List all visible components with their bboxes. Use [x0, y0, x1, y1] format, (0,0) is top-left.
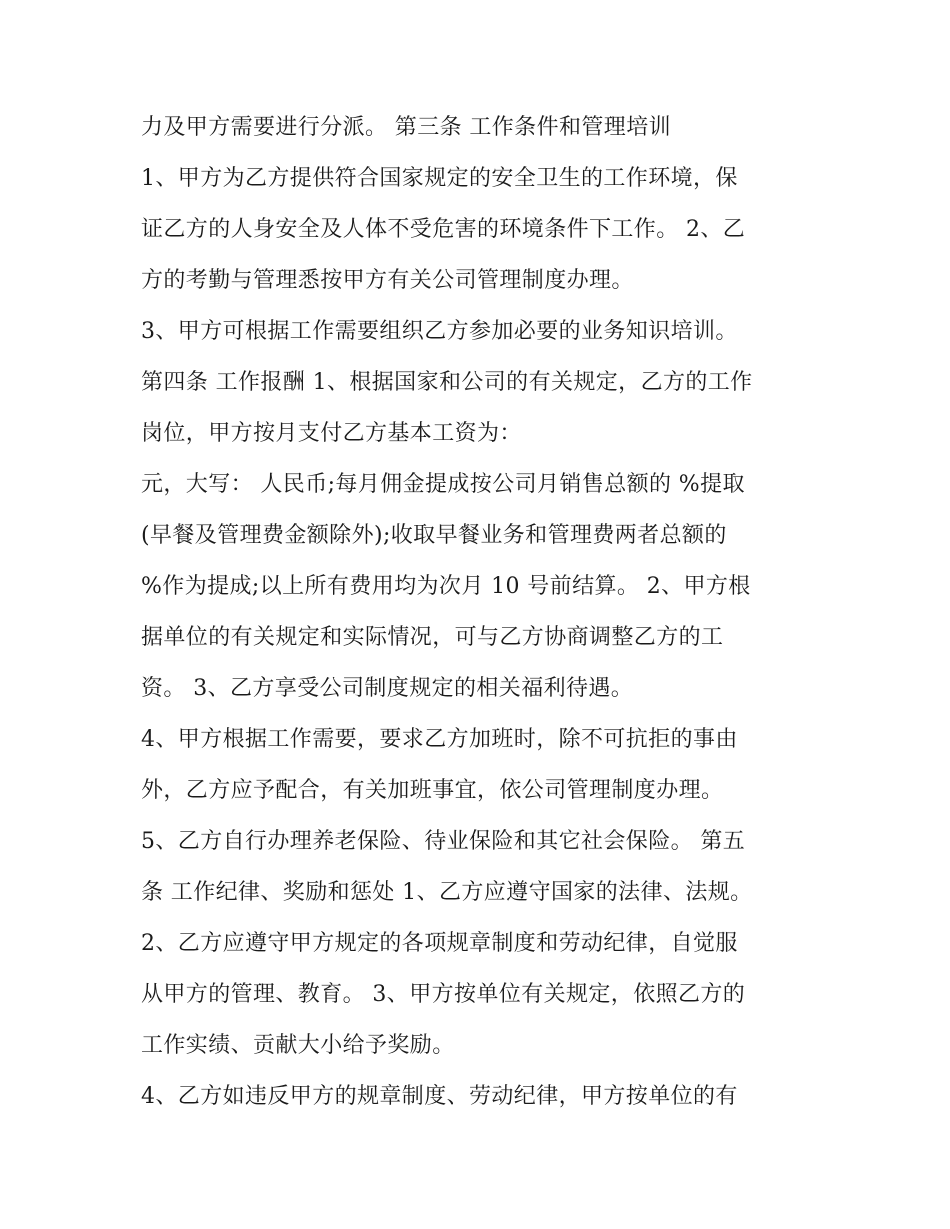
text-line: 证乙方的人身安全及人体不受危害的环境条件下工作。 2、乙 [141, 217, 746, 242]
text-line: %作为提成;以上所有费用均为次月 10 号前结算。 2、甲方根 [141, 574, 751, 599]
text-line: 元，大写： 人民币;每月佣金提成按公司月销售总额的 %提取 [141, 472, 745, 497]
text-line: 岗位，甲方按月支付乙方基本工资为： [141, 421, 522, 446]
text-line: 外，乙方应予配合，有关加班事宜，依公司管理制度办理。 [141, 778, 724, 803]
text-line: 第四条 工作报酬 1、根据国家和公司的有关规定，乙方的工作 [141, 370, 753, 395]
text-line: 3、甲方可根据工作需要组织乙方参加必要的业务知识培训。 [141, 319, 738, 344]
text-line: 方的考勤与管理悉按甲方有关公司管理制度办理。 [141, 268, 634, 293]
text-line: (早餐及管理费金额除外);收取早餐业务和管理费两者总额的 [141, 523, 727, 548]
text-line: 条 工作纪律、奖励和惩处 1、乙方应遵守国家的法律、法规。 [141, 880, 753, 905]
text-line: 从甲方的管理、教育。 3、甲方按单位有关规定，依照乙方的 [141, 982, 746, 1007]
text-line: 4、甲方根据工作需要，要求乙方加班时，除不可抗拒的事由 [141, 727, 738, 752]
text-line: 4、乙方如违反甲方的规章制度、劳动纪律，甲方按单位的有 [141, 1084, 738, 1109]
text-line: 资。 3、乙方享受公司制度规定的相关福利待遇。 [141, 676, 634, 701]
text-line: 力及甲方需要进行分派。 第三条 工作条件和管理培训 [141, 115, 671, 140]
text-line: 2、乙方应遵守甲方规定的各项规章制度和劳动纪律，自觉服 [141, 931, 738, 956]
text-line: 5、乙方自行办理养老保险、待业保险和其它社会保险。 第五 [141, 829, 746, 854]
text-line: 据单位的有关规定和实际情况，可与乙方协商调整乙方的工 [141, 625, 724, 650]
text-line: 工作实绩、贡献大小给予奖励。 [141, 1033, 455, 1058]
text-line: 1、甲方为乙方提供符合国家规定的安全卫生的工作环境，保 [141, 166, 738, 191]
